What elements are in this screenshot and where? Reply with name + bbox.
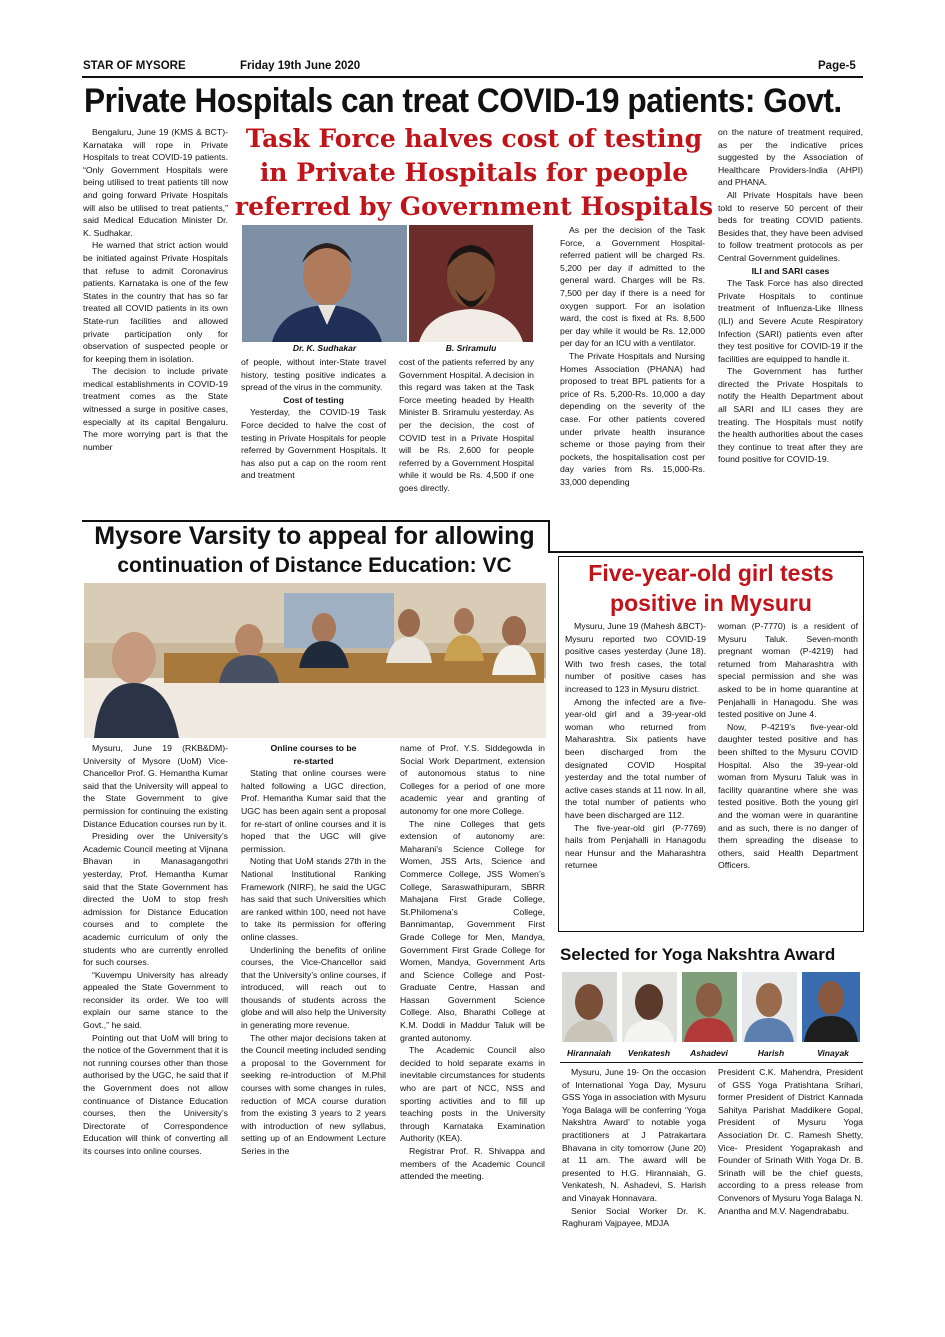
paragraph: The decision to include private medical establishments in COVID-19 treatment comes as the State witnessed a surge in positive cases, especially at its capital Bengaluru. The more worrying part is that the number: [83, 366, 228, 452]
paragraph: Yesterday, the COVID-19 Task Force decided to halve the cost of testing in Private Hospitals for people referred by Government Hospitals. It has also put a cap on the room rent and treatment: [241, 407, 386, 481]
paragraph: The five-year-old girl (P-7769) hails from Penjahalli in Hanagodu near Hunsur and the Maharashtra returnee: [565, 822, 706, 871]
paper-name: STAR OF MYSORE: [83, 60, 186, 72]
paragraph: Underlining the benefits of online courses, the Vice-Chancellor said that the University’s online courses, if introduced, will reach out to thousands of students across the globe and will also help the University in generating more revenue.: [241, 944, 386, 1031]
paragraph: woman (P-7770) is a resident of Mysuru Taluk. Seven-month pregnant woman (P-4219) had returned from Maharashtra with special permission and she was asked to be in home quarantine at Penjahalli in Hanagodu. She was tested positive on June 4.: [718, 621, 858, 720]
paragraph: cost of the patients referred by any Government Hospital. A decision in this regard was taken at the Task Force meeting headed by Health Minister B. Sriramulu yesterday. As per the decision, the cost of COVID test in a Private Hospital will be Rs. 2,600 for people referred by a Government Hospital while it would be Rs. 4,500 if one goes directly.: [399, 357, 534, 493]
yoga-photos: [560, 970, 863, 1046]
meeting-photo: [84, 583, 546, 738]
paragraph: The Government has further directed the Private Hospitals to notify the Health Department about all SARI and ILI cases they are treating. The Hospitals must notify the health authorities about the cases they continue to treat after they are found positive for COVID-19.: [718, 366, 863, 465]
yoga-name-row: [560, 1048, 863, 1062]
paragraph: Mysuru, June 19 (Mahesh &BCT)- Mysuru reported two COVID-19 positive cases yesterday (June 18). With two fresh cases, the total number of positive cases has increased to 123 in Mysuru district.: [565, 621, 706, 694]
varsity-column-1: [83, 742, 228, 1262]
paragraph: President C.K. Mahendra, President of GSS Yoga Pratishtana Srihari, former President of District Kannada Sahitya Parishat Maddikere Gopal, President of Mysuru Yoga Association Dr. C. Ramesh Shetty, Vice- President Yogaprakash and Founder of Srinath With Yoga Dr. B. Srinath will be the chief guests, according to a press release from Convenors of Mysuru Yoga Balaga N. Anantha and M.V. Nagendrababu.: [718, 1067, 863, 1216]
paragraph: on the nature of treatment required, as per the indicative prices suggested by the Association of Healthcare Providers-India (AHPI) and PHANA.: [718, 127, 863, 188]
subheading: Online courses to be: [270, 743, 357, 753]
story1-column-3: [399, 356, 534, 520]
main-headline: Private Hospitals can treat COVID-19 patients: Govt.: [84, 82, 842, 120]
paragraph: The Private Hospitals and Nursing Homes Association (PHANA) had proposed to treat BPL patients for a price of Rs. 5,200-Rs. 10,000 a day depending on the severity of the case. For other patients covered under private health insurance scheme or those paying from their pockets, the hospitalisation cost per day varies from Rs. 15,000-Rs. 33,000 depending: [560, 350, 705, 487]
headline-line: referred by Government Hospitals: [234, 192, 714, 221]
yoga-column-2: [718, 1066, 863, 1266]
awardee-name: Hirannaiah: [567, 1048, 611, 1058]
title-line: positive in Mysuru: [610, 590, 812, 616]
paragraph: Stating that online courses were halted following a UGC direction, Prof. Hemantha Kumar said that the UGC has been again sent a proposal for re-start of online courses and it is hoped that the UGC will give permission.: [241, 768, 386, 854]
divider: [548, 520, 550, 552]
sudhakar-photo: [242, 225, 407, 342]
varsity-headline: Mysore Varsity to appeal for allowing: [94, 522, 535, 550]
photo-caption: B. Sriramulu: [445, 343, 497, 353]
paragraph: Senior Social Worker Dr. K. Raghuram Vajpayee, MDJA: [562, 1205, 706, 1229]
paragraph: The nine Colleges that gets extension of autonomy are: Maharani’s Science College for Women, JSS Arts, Science and Commerce College, JSS Women’s College, Saraswathipuram, SBRR Mahajana First Grade College, St.Philomena’s College, Bannimantap, Government First Grade College for Men, Mandya, Government First Grade College for Women, Mandya, Government Arts and Science College and Post-Graduate Centre, Hassan and Hassan Government Science College. Also, Bharathi College at K.M. Doddi in Maddur Taluk will be granted autonomy.: [400, 818, 545, 1043]
awardee-name: Vinayak: [817, 1048, 849, 1058]
varsity-column-3: [400, 742, 545, 1262]
taskforce-headline: [234, 122, 714, 224]
paragraph: He warned that strict action would be initiated against Private Hospitals that refuse to admit Coronavirus patients. Karnataka is one of the few States in the country that has so far treated all COVID patients in its own State-run facilities and allowed private participation only for observation of suspected people or for keeping them in isolation.: [83, 240, 228, 364]
paragraph: Mysuru, June 19- On the occasion of International Yoga Day, Mysuru GSS Yoga in association with Mysuru Yoga Balaga will be conferring ‘Yoga Nakshtra Award’ to notable yoga practitioners at J Patrakartara Bhavana in city tomorrow (June 20) at 11 am. The award will be presented to H.G. Hirannaiah, G. Venkatesh, N. Ashadevi, S. Harish and Vinayak Honnavara.: [562, 1067, 706, 1203]
girl-column-2: [718, 620, 858, 930]
header-rule: [82, 76, 863, 78]
paragraph: Pointing out that UoM will bring to the notice of the Government that it is not running courses other than those authorised by the UGC, he said that if the Government does not allow continuance of Distance Education courses, then the University’s Directorate of Correspondence Education will think of converting all its courses into online courses.: [83, 1032, 228, 1156]
awardee-name: Ashadevi: [690, 1048, 728, 1058]
divider: [560, 1062, 863, 1063]
awardee-name: Venkatesh: [627, 1048, 671, 1058]
story1-column-1: [83, 126, 228, 520]
yoga-title: Selected for Yoga Nakshtra Award: [560, 945, 836, 964]
issue-date: Friday 19th June 2020: [240, 60, 361, 72]
paragraph: Noting that UoM stands 27th in the National Institutional Ranking Framework (NIRF), he said the UGC has said that such Universities which are ranked within 100, need not have to take its permission for offering online classes.: [241, 856, 386, 942]
paragraph: Mysuru, June 19 (RKB&DM)- University of Mysore (UoM) Vice-Chancellor Prof. G. Hemantha Kumar said that the University will appeal to the State Government to give permission for continuing the existing Distance Education courses run by it.: [83, 743, 228, 829]
subheading: Cost of testing: [283, 394, 344, 405]
story1-column-2: [241, 356, 386, 520]
paragraph: The Academic Council also decided to hold separate exams in inevitable circumstances for students who are part of NCC, NSS and sporting activities and to fill up teaching posts in the University through Karnataka Examination Authority (KEA).: [400, 1045, 545, 1144]
paragraph: Now, P-4219’s five-year-old daughter tested positive and has been shifted to the Mysuru COVID Hospital. Also the 39-year-old woman from Mysuru Taluk was in facility quarantine where she was tested positive. Both the young girl and the woman were in quarantine and as such, there is no danger of them spreading the disease to others, said Health Department Officers.: [718, 721, 858, 871]
paragraph: Registrar Prof. R. Shivappa and members of the Academic Council attended the meeting.: [400, 1146, 545, 1182]
varsity-subheadline: continuation of Distance Education: VC: [117, 554, 512, 577]
paragraph: The other major decisions taken at the Council meeting included sending a proposal to the Government for seeking re-introduction of M.Phil courses with some changes in rules, reduction of MCA course duration from the existing 3 years to 2 years with introduction of new syllabus, setting up of an Endowment Lecture Series in the: [241, 1032, 386, 1156]
girl-story-title: [560, 558, 862, 618]
paragraph: The Task Force has also directed Private Hospitals to continue treatment of Influenza-Like Illness (ILI) and Severe Acute Respiratory Infection (SARI) patients even after they test positive for COVID-19 if the facilities are equipped to handle it.: [718, 278, 863, 364]
subheading: re-started: [293, 755, 334, 766]
paragraph: Among the infected are a five-year-old girl and a 39-year-old woman who returned from Maharashtra. Six patients have been discharged from the designated COVID Hospital yesterday and the total number of active cases stands at 11 now. In all, the total number of patients who have been discharged are 112.: [565, 696, 706, 820]
story1-column-5: [718, 126, 863, 546]
paragraph: All Private Hospitals have been told to reserve 50 percent of their beds for treating COVID patients. Besides that, they have been advised to follow treatment protocols as per Central Government guidelines.: [718, 189, 863, 263]
awardee-name: Harish: [757, 1048, 785, 1058]
girl-column-1: [565, 620, 706, 930]
headline-line: in Private Hospitals for people: [259, 158, 689, 187]
paragraph: of people, without inter-State travel history, testing positive indicates a spread of the virus in the community.: [241, 357, 386, 393]
title-line: Five-year-old girl tests: [588, 560, 834, 586]
yoga-column-1: [562, 1066, 706, 1266]
varsity-column-2: [241, 742, 386, 1262]
paragraph: Bengaluru, June 19 (KMS & BCT)- Karnataka will rope in Private Hospitals to treat COVID-19 patients. “Only Government Hospitals were being utilised to treat patients till now and going forward Private Hospitals will also be utilised to treat patients,” said Medical Education Minister Dr. K. Sudhakar.: [83, 127, 228, 238]
paragraph: As per the decision of the Task Force, a Government Hospital-referred patient will be charged Rs. 5,200 per day if admitted to the general ward. Charges will be Rs. 7,500 per day if there is a need for oxygen support. For an isolation ward, the cost is fixed at Rs. 8,500 per day while it would be Rs. 12,000 per day for an ICU with a ventilator.: [560, 225, 705, 349]
sriramulu-photo: [409, 225, 533, 342]
photo-caption: Dr. K. Sudhakar: [292, 343, 357, 353]
paragraph: name of Prof. Y.S. Siddegowda in Social Work Department, extension of autonomous status to nine Colleges for a period of one more academic year and granting of autonomy for one more College.: [400, 743, 545, 816]
divider: [548, 551, 863, 553]
paragraph: Presiding over the University’s Academic Council meeting at Vijnana Bhavan in Manasagangothri yesterday, Prof. Hemantha Kumar said that the State Government has directed the UoM to stop fresh admission for Distance Education courses and to complete the academic curriculum of only the students who are currently enrolled for such courses.: [83, 831, 228, 968]
subheading: ILI and SARI cases: [751, 265, 830, 276]
story1-column-4: [560, 224, 705, 546]
paragraph: “Kuvempu University has already appealed the State Government to reconsider its order. We too will explain our same stance to the Govt.,” he said.: [83, 969, 228, 1031]
headline-line: Task Force halves cost of testing: [245, 124, 703, 153]
page-number: Page-5: [818, 60, 856, 72]
